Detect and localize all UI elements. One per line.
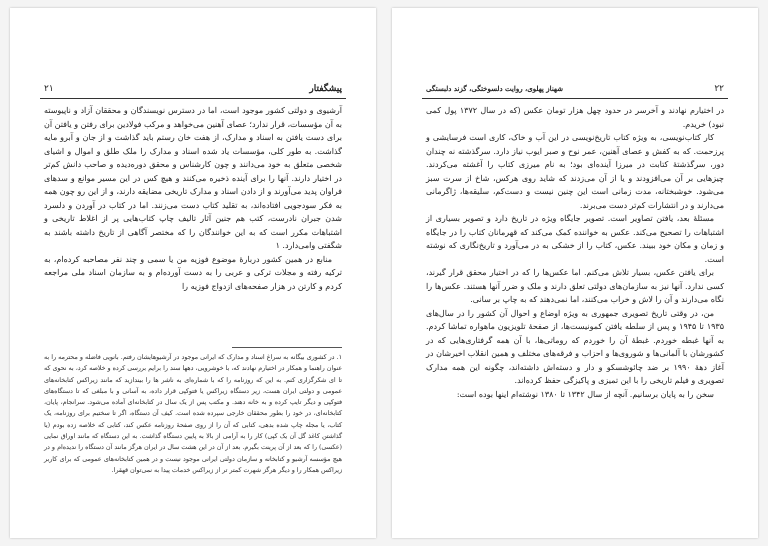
running-head <box>422 84 728 99</box>
body-text <box>44 104 342 293</box>
running-title: پیشگفتار <box>309 84 342 94</box>
right-page <box>392 8 758 538</box>
paragraph: من، در وقتی تاریخ تصویری جمهوری به ویژه اوضاع و احوال آن کشور را در سال‌های ۱۹۳۵ تا ۱۹۴۵ و پس از سلطه یافتن کمونیست‌ها، از صفحهٔ تلویزیون ماهواره تماشا کردم. به آنها غبطه خوردم. غبطهٔ آن را خوردم که روماتی‌ها، با آن همه گرفتاری‌هایی که در کشورشان با آلمانی‌ها و شوروی‌ها و احزاب و فرقه‌های مختلف و همین انقلاب اخیرشان در آغاز دههٔ ۱۹۹۰ بر ضد چائوشسکو و دار و دسته‌اش داشته‌اند، چگونه این همه مدارک تصویری و فیلم تاریخی را با این تمیزی و پاکیزگی حفظ کرده‌اند. <box>426 308 724 385</box>
left-page <box>10 8 376 538</box>
paragraph: برای یافتن عکس، بسیار تلاش می‌کنم. اما عکس‌ها را که در اختیار محقق قرار گیرند، کسی ندارد. آنها نیز به سازمان‌های دولتی تعلق دارند و ملک و ضرر آنها هستند. عکس‌ها را نگاه می‌دارند و آن را لاش و خراب می‌کنند، اما نمی‌دهند که به چاپ بر سانی. <box>426 268 724 304</box>
paragraph: کار کتاب‌نویسی، به ویژه کتاب تاریخ‌نویسی در این آب و خاک، کاری است فرسایشی و پرزحمت. که به کفش و عصای آهنین، عمر نوح و صبر ایوب نیاز دارد. سرگذشته نه چندان دور، سرگذشتهٔ کتابت در میرزا آینده‌ای بود؛ به نام میرزی کتاب را آغشته می‌کردند. چیزهایی بر آن می‌افزودند و یا از آن می‌زدند که شاید روی هرکس، شاخ از سرت سبز می‌شود. خوشبختانه، مدت زمانی است این چنین نیست و دست‌کم، سلیقه‌ها، ژاگرمانی می‌دارند و در انتشارات کم‌تر دست می‌برند. <box>426 133 724 210</box>
running-title: شهناز پهلوی، روایت دلسوختگی، گزند دلبستگی <box>426 84 564 93</box>
paragraph: آرشیوی و دولتی کشور موجود است، اما در دسترس نویسندگان و محققان آزاد و ناپیوسته به آن مؤسسات، قرار ندارد؛ عصای آهنین می‌خواهد و مرکب فولادین برای رفتن و یافتن آن برای دست یافتن به اسناد و مدارک، از هفت خان رستم باید گذاشت و از جان و آبرو مایه گذاشت. به طور کلی، مؤسسات یاد شده اسناد و مدارک را ملک طلق و اموال و اشیای شخصی متعلق به خود می‌دانند و چون کارشناس و محقق دوره‌دیده و صاحب دانش کم‌تر در اختیار دارند. آنها را برای آینده ذخیره می‌کنند و هیچ کس در این مسیر موانع و سدهای فراوان پدید می‌آورند و از دادن اسناد و مدارک تاریخی مضایقه دارند، و از این رو چون همه به فکر سودجویی افتاده‌اند، به تقلید کتاب دست می‌زنند. اما در کتاب در آوردن و دلسرد شدن جبران نادرست، کتب هم جنین آثار تالیف چاپ کتاب‌هایی پر از اغلاط تاریخی و اشتباهات مکرر است که به این خوانندگان را که مختصر آگاهی از تاریخ داشته باشند به شگفتی وامی‌دارد. ۱ <box>44 106 342 250</box>
running-head <box>40 84 346 99</box>
body-text <box>426 104 724 401</box>
footnote-divider <box>232 347 342 348</box>
paragraph: مسئلهٔ بعد، یافتن تصاویر است. تصویر جایگاه ویژه در تاریخ دارد و تصویر بسیاری از اشتباهات را تصحیح می‌کند. عکس به خواننده کمک می‌کند که قهرمانان کتاب را در جایگاه و زمان و مکان خود ببیند. عکس، کتاب را از خشکی به در می‌آورد و تاریخ‌نگاری که نوشته است. <box>426 214 724 264</box>
page-number: ۲۲ <box>714 84 724 94</box>
paragraph: منابع در همین کشور دربارهٔ موضوع فوزیه من یا سمی و چند نفر مصاحبه کرده‌ام، به ترکیه رفته و مجلات ترکی و عربی را به دست آورده‌ام و به سازمان اسناد ملی مراجعه کردم و کارتن در هزار صفحه‌های ازدواج فوزیه را <box>44 254 342 291</box>
footnote: ۱. در کشوری بیگانه به سراغ اسناد و مدارک که ایرانی موجود در آرشیوهایشان رفتم. بانویی فاضله و محترمه را به عنوان راهنما و همکار در اختیارم نهادند که، با خوشرویی، دهها سند را برایم بررسی کرده و خلاصه کرد، به نحوی که تا ای شکرگزاری کنم. به این که روزنامه را که با شماره‌ای به ناشر ها را بیندازید که مانند زیراکس کتابخانه‌های عمومی و دولتی ایران هست، زیر دستگاه زیراکس یا فتوکپی قرار داده، به آسانی و با مبلغی که تا دستگاه‌های فتوکپی و دیگر تایپ کرده و به خانه دهند. و مکتب پس از یک سال در کتابخانه‌ای آماده می‌شود. سرانجام، پایان، کتابخانه‌ای، در خود را بطور محققان خارجی سپرده شده است. کیف آن دستگاه، اگر تا سختیم برای روزنامه، یک کتاب، یا مجله چاپ شده بدهی، کتابی که آن را از روی صفحهٔ روزنامه عکس کند، کتابی که خلاصه زده بودم (یا گذاشتن کاغذ گل آن یک کپی) کار را به آرامی از بالا به پایین دستگاه گذاشت. به این دستگاه که مانند اوراق نمایی (عکسی) را که بعد از آن پرینت بگیرم. بعد از آن در این هشت سال در ایران هرگز مانند آن دستگاه را ندیده‌ام و در هیچ مؤسسه آرشیو و کتابخانه و سازمان دولتی ایرانی موجود نیست و در همین کتابخانه‌های عمومی که برای کاربر زیراکس همکار را و دیگر هرگز شهرت کمتر تر از زیراکس خدمات پیدا به نمی‌توان قهقرا. <box>44 354 342 474</box>
paragraph: سخن را به پایان برسانیم. آنچه از سال ۱۳۴۲ تا ۱۳۸۰ نوشته‌ام اینها بوده است: <box>456 389 714 399</box>
paragraph: در اختیارم نهادند و آخرسر در حدود چهل هزار تومان عکس (که در سال ۱۳۷۲ پول کمی نبود) خریدم. <box>426 106 725 129</box>
page-number: ۲۱ <box>44 84 54 94</box>
footnotes <box>44 352 342 476</box>
